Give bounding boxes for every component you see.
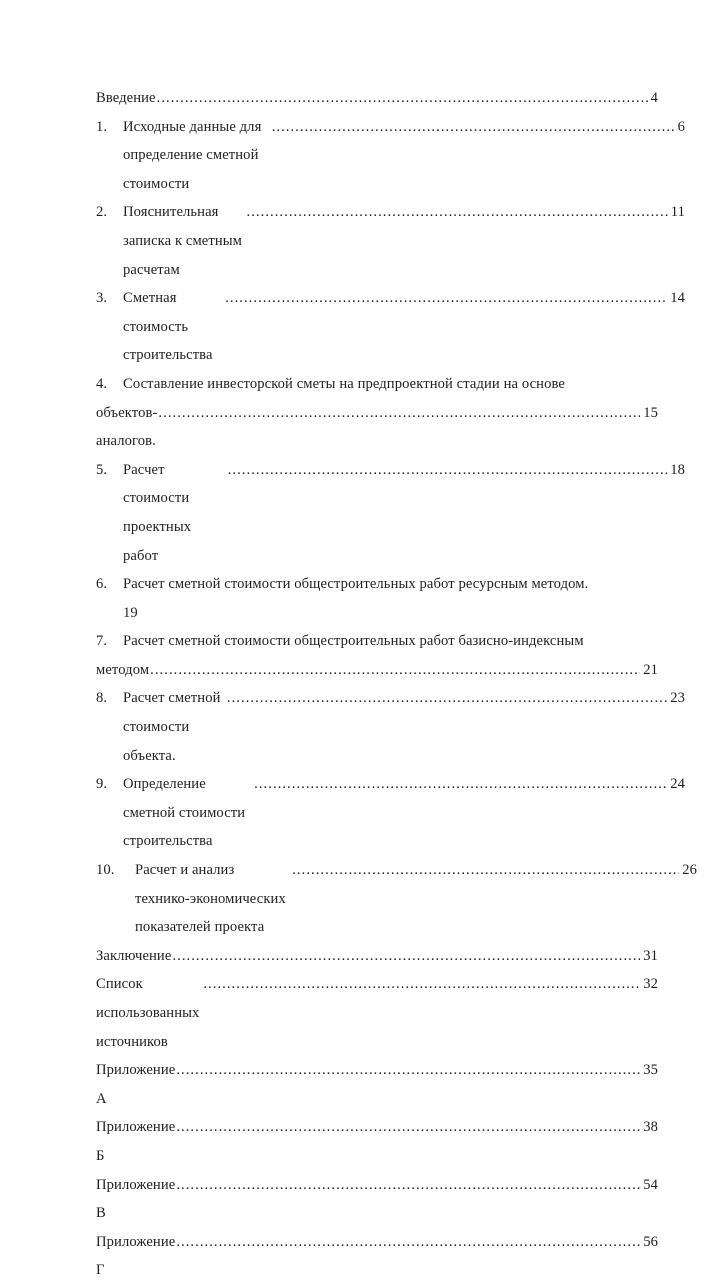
toc-entry-number: 6.	[96, 576, 108, 593]
toc-entry-number: 10.	[96, 862, 115, 879]
toc-entry-line	[96, 370, 685, 456]
dot-leader	[272, 113, 675, 142]
toc-entry-title: Приложение Б	[96, 1119, 180, 1164]
toc-page-number: 21	[643, 661, 658, 678]
toc-entry[interactable]	[96, 284, 685, 370]
toc-entry[interactable]	[96, 113, 685, 199]
toc-entry-title: Расчет сметной стоимости общестроительных работ базисно-индексным	[123, 633, 584, 650]
toc-entry-line	[96, 1056, 658, 1113]
toc-entry[interactable]	[96, 1171, 658, 1228]
toc-entry[interactable]	[96, 370, 658, 456]
toc-entry[interactable]	[96, 198, 685, 284]
toc-entry[interactable]	[96, 770, 685, 856]
toc-entry-title: Исходные данные для определение сметной стоимости	[123, 118, 266, 192]
toc-entry-title: объектов-аналогов.	[96, 404, 158, 450]
toc-row	[123, 284, 685, 370]
toc-entry-line	[96, 942, 658, 971]
toc-entry-number: 2.	[96, 204, 108, 221]
toc-entry-title: Составление инвесторской сметы на предпроектной стадии на основе	[123, 375, 565, 392]
toc-entry-line	[96, 1228, 658, 1285]
toc-entry-continuation	[96, 656, 685, 685]
toc-entry-title: Определение сметной стоимости строительства	[123, 776, 249, 850]
toc-entry[interactable]	[96, 456, 685, 570]
toc-entry[interactable]	[96, 970, 658, 1056]
toc-entry-title: Приложение Г	[96, 1233, 180, 1279]
toc-row	[123, 770, 685, 856]
toc-entry-number: 5.	[96, 461, 108, 478]
toc-entry-number: 7.	[96, 633, 108, 650]
toc-row	[96, 1171, 658, 1228]
dot-leader	[176, 1228, 640, 1257]
toc-page-number: 54	[643, 1176, 658, 1193]
toc-row	[123, 684, 685, 770]
toc-entry-title: Расчет стоимости проектных работ	[123, 461, 195, 564]
toc-page-number: 38	[643, 1119, 658, 1136]
toc-page-number: 56	[643, 1233, 658, 1250]
toc-row	[96, 84, 658, 113]
toc-page-number: 32	[643, 976, 658, 993]
dot-leader	[225, 284, 667, 313]
dot-leader	[150, 656, 640, 685]
toc-entry-line	[96, 684, 685, 770]
toc-entry-line	[96, 627, 685, 684]
toc-row	[96, 1056, 658, 1113]
toc-entry-title: Заключение	[96, 947, 176, 964]
dot-leader	[158, 399, 640, 428]
toc-page-number: 19	[123, 604, 138, 621]
toc-entry-line	[96, 1171, 658, 1228]
toc-entry-number: 4.	[96, 375, 108, 392]
toc-entry-title: Сметная стоимость строительства	[123, 290, 217, 364]
toc-entry-title: Список использованных источников	[96, 976, 204, 1050]
toc-page-number: 31	[643, 947, 658, 964]
toc-entry-title: Расчет сметной стоимости объекта.	[123, 690, 225, 764]
toc-entry[interactable]	[96, 1228, 658, 1285]
dot-leader	[203, 970, 640, 999]
toc-entry-line	[96, 856, 697, 942]
dot-leader	[227, 684, 667, 713]
toc-page-number: 23	[670, 690, 685, 707]
dot-leader	[292, 856, 679, 885]
dot-leader	[176, 1056, 640, 1085]
toc-row	[123, 198, 685, 284]
toc-row	[96, 942, 658, 971]
toc-entry-line	[96, 84, 658, 113]
toc-entry[interactable]	[96, 84, 658, 113]
toc-entry-title: методом	[96, 661, 153, 678]
toc-page-number: 4	[650, 90, 658, 106]
toc-entry-continuation	[96, 399, 685, 456]
toc-row	[96, 399, 658, 456]
toc-entry-line	[96, 456, 685, 570]
toc-row	[96, 1228, 658, 1285]
dot-leader	[228, 456, 668, 485]
toc-entry-number: 9.	[96, 776, 108, 793]
dot-leader	[157, 84, 648, 113]
toc-entry-line	[96, 113, 685, 199]
dot-leader	[247, 198, 668, 227]
toc-entry-title: Введение	[96, 90, 156, 106]
toc-entry-title: Расчет сметной стоимости общестроительных работ ресурсным методом.	[123, 576, 589, 593]
toc-entry-line	[96, 1113, 658, 1170]
toc-entry-title: Приложение В	[96, 1176, 180, 1222]
toc-page-number: 15	[643, 404, 658, 421]
toc-entry[interactable]	[96, 684, 685, 770]
toc-entry-number: 1.	[96, 118, 108, 135]
toc-page-number: 35	[643, 1062, 658, 1079]
dot-leader	[172, 942, 640, 971]
toc-entry-title: Приложение А	[96, 1062, 180, 1107]
toc-entry-number: 8.	[96, 690, 108, 707]
toc-entry[interactable]	[96, 942, 658, 971]
dot-leader	[176, 1113, 640, 1142]
toc-row	[96, 656, 658, 685]
toc-entry[interactable]	[96, 627, 658, 684]
toc-row	[123, 113, 685, 199]
toc-row	[123, 456, 685, 570]
toc-entry-number: 3.	[96, 290, 108, 307]
toc-row	[96, 970, 658, 1056]
toc-entry-line	[96, 284, 685, 370]
toc-entry-title: Пояснительная записка к сметным расчетам	[123, 204, 246, 278]
toc-page-number: 26	[682, 862, 697, 879]
dot-leader	[176, 1171, 640, 1200]
toc-row	[96, 1113, 658, 1170]
toc-entry-line	[96, 770, 685, 856]
toc-entry-title: Расчет и анализ технико-экономических показателей проекта	[135, 862, 290, 936]
toc-entry[interactable]	[96, 570, 658, 627]
dot-leader	[254, 770, 667, 799]
toc-entry[interactable]	[96, 1056, 658, 1113]
toc-entry-line	[96, 970, 658, 1056]
toc-page-number: 11	[670, 204, 685, 221]
toc-page-number: 24	[670, 776, 685, 793]
toc-entry-line	[96, 570, 685, 627]
toc-entry-line	[96, 198, 685, 284]
toc-row	[135, 856, 697, 942]
toc-page-number: 18	[670, 461, 685, 478]
toc-entry[interactable]	[96, 1113, 658, 1170]
table-of-contents	[96, 84, 697, 1285]
toc-page-number: 14	[670, 290, 685, 307]
toc-entry[interactable]	[96, 856, 697, 942]
toc-page-number: 6	[677, 118, 685, 135]
